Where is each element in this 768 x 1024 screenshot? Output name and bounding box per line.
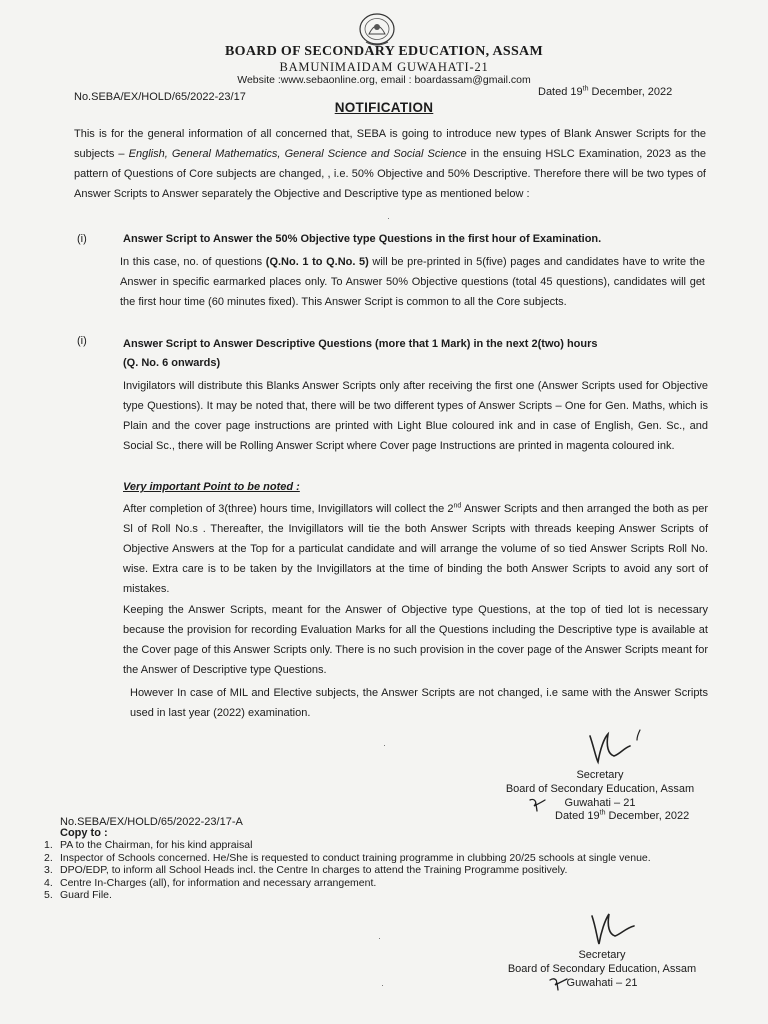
list-item: 2. Inspector of Schools concerned. He/She is requested to conduct training programme in clubbing 20/25 schools at single venue. xyxy=(44,851,651,864)
list-item: 1. PA to the Chairman, for his kind appraisal xyxy=(44,839,253,851)
section-1-number: (i) xyxy=(77,233,87,245)
org-address: BAMUNIMAIDAM GUWAHATI-21 xyxy=(279,60,489,74)
copy-to-label: Copy to : xyxy=(60,827,108,839)
keeping-paragraph: Keeping the Answer Scripts, meant for the Answer of Objective type Questions, at the top of tied lot is necessary because the provision for recording Evaluation Marks for all the Questions including the Descriptive type is available at the Cover page of this Answer Scripts only. There is no such provision in the cover page of the Answer Scripts meant for the Answer of Descriptive type Questions. xyxy=(123,604,708,676)
list-item: 5. Guard File. xyxy=(44,889,112,902)
initial-mark-1 xyxy=(528,796,548,812)
section-1-text: In this case, no. of questions (Q.No. 1 to Q.No. 5) will be pre-printed in 5(five) pages and candidates have to write the Answer in specific earmarked places only. To Answer 50% Objective questions (total 45 questions), candidates will get the first hour time (60 minutes fixed). This Answer Script is common to all the Core subjects. xyxy=(120,256,705,308)
org-name: BOARD OF SECONDARY EDUCATION, ASSAM xyxy=(225,44,543,59)
important-point-heading: Very important Point to be noted : xyxy=(123,481,300,493)
signature-1-date: Dated 19th December, 2022 xyxy=(555,809,690,822)
signature-block-2: Secretary Board of Secondary Education, Assam Guwahati – 21 xyxy=(507,949,697,989)
secretary-signature-1 xyxy=(584,728,650,766)
after-completion-paragraph: After completion of 3(three) hours time, Invigillators will collect the 2nd Answer Scripts and then arranged the both as per Sl of Roll No.s . Thereafter, the Invigillators will tie the both Answer Scripts with threads keeping Answer Scripts of Objective Answers at the Top for a particulat candidate and will arrange the volume of so tied Answer Scripts Roll No. wise. Extra care is to be taken by the Invigillators at the time of binding the both Answer Scripts to avoid any sort of mistakes. xyxy=(123,502,708,595)
scan-speck xyxy=(379,938,380,939)
list-item: 4. Centre In-Charges (all), for information and necessary arrangement. xyxy=(44,876,377,889)
scan-speck xyxy=(382,985,383,986)
initial-mark-2 xyxy=(548,975,570,991)
signature-block-1: Secretary Board of Secondary Education, Assam Guwahati – 21 xyxy=(505,769,695,809)
section-2-heading: Answer Script to Answer Descriptive Questions (more that 1 Mark) in the next 2(two) hours (Q. No. 6 onwards) xyxy=(123,338,598,369)
copy-to-list xyxy=(44,839,724,902)
however-paragraph: However In case of MIL and Elective subjects, the Answer Scripts are not changed, i.e same with the Answer Scripts used in last year (2022) examination. xyxy=(130,687,708,719)
notification-date: Dated 19th December, 2022 xyxy=(538,85,673,98)
section-2-number: (i) xyxy=(77,335,87,347)
section-2-text: Invigilators will distribute this Blanks Answer Scripts only after receiving the first one (Answer Scripts used for Objective type Questions). It may be noted that, there will be two different types of Answer Scripts – One for Gen. Maths, which is Plain and the cover page instructions are printed with Light Blue coloured ink and in case of English, Gen. Sc., and Social Sc., there will be Rolling Answer Script where Cover page Instructions are printed in magenta coloured ink. xyxy=(123,380,708,452)
scan-speck xyxy=(388,218,389,219)
intro-paragraph: This is for the general information of all concerned that, SEBA is going to introduce new types of Blank Answer Scripts for the subjects – English, General Mathematics, General Science and Social Science in the ensuing HSLC Examination, 2023 as the pattern of Questions of Core subjects are changed, , i.e. 50% Objective and 50% Descriptive. Therefore there will be two types of Answer Scripts to Answer separately the Objective and Descriptive type as mentioned below : xyxy=(74,128,706,200)
secretary-signature-2 xyxy=(584,910,644,948)
list-item: 3. DPO/EDP, to inform all School Heads incl. the Centre In charges to attend the Training Programme positively. xyxy=(44,864,568,877)
org-website-email: Website :www.sebaonline.org, email : boardassam@gmail.com xyxy=(237,74,531,86)
section-1-heading: Answer Script to Answer the 50% Objective type Questions in the first hour of Examination. xyxy=(123,233,602,245)
scan-speck xyxy=(384,745,385,746)
reference-number: No.SEBA/EX/HOLD/65/2022-23/17 xyxy=(74,91,246,103)
copy-reference-number: No.SEBA/EX/HOLD/65/2022-23/17-A xyxy=(60,816,243,828)
seba-emblem-seal xyxy=(352,12,402,48)
notification-title: NOTIFICATION xyxy=(334,100,434,115)
